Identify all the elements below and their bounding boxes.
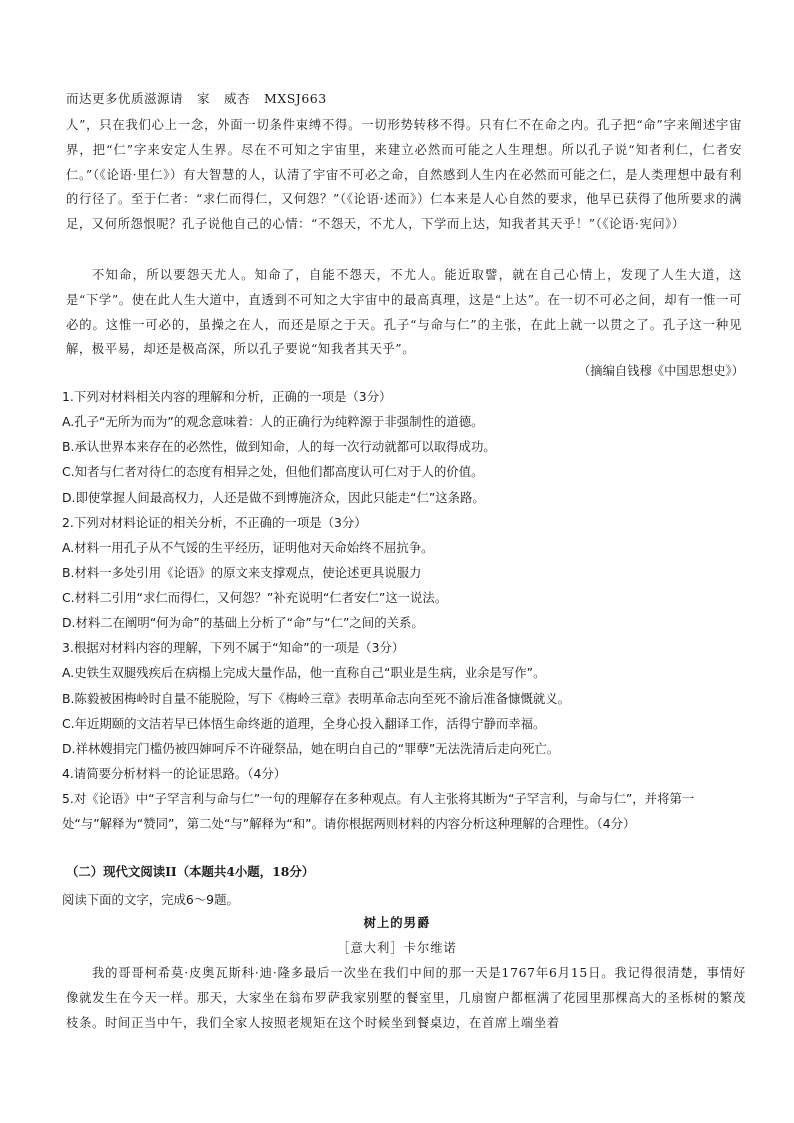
question-1: 1.下列对材料相关内容的理解和分析，正确的一项是（3分） [62,389,392,404]
reading-instruction: 阅读下面的文字，完成6～9题。 [62,892,239,907]
story-paragraph: 我的哥哥柯希莫·皮奥瓦斯科·迪·隆多最后一次坐在我们中间的那一天是1767年6月15日。我记得很清楚，事情好像就发生在今天一样。那天，大家坐在翁布罗萨我家别墅的餐室里，几扇窗户都框满了花园里那棵高大的圣栎树的繁茂枝条。时间正当中午，我们全家人按照老规矩在这个时候坐到餐桌边，在首席上端坐着 [66,966,746,1030]
question-2: 2.下列对材料论证的相关分析，不正确的一项是（3分） [62,515,367,530]
passage-source: （摘编自钱穆《中国思想史》） [577,364,744,378]
question-3: 3.根据对材料内容的理解，下列不属于“知命”的一项是（3分） [62,640,405,655]
passage-paragraph-2: 不知命，所以要怨天尤人。知命了，自能不怨天，不尤人。能近取譬，就在自己心情上，发现了人生大道，这是“下学”。使在此人生大道中，直透到不可知之大宇宙中的最高真理，这是“上达”。在一切不可必之间，却有一惟一可必的。这惟一可必的，虽操之在人，而还是原之于天。孔子“与命与仁”的主张，在此上就一以贯之了。孔子这一种见解，极平易，却还是极高深，所以孔子要说“知我者其天乎”。 [66,268,742,357]
story-title: 树上的男爵 [363,915,431,930]
q1-option-c: C.知者与仁者对待仁的态度有相异之处，但他们都高度认可仁对于人的价值。 [62,464,484,479]
q2-option-b: B.材料一多处引用《论语》的原文来支撑观点，使论述更具说服力 [62,565,422,580]
question-5: 5.对《论语》中“子罕言利与命与仁”一句的理解存在多种观点。有人主张将其断为“子罕言利，与命与仁”，并将第一处“与”解释为“赞同”，第二处“与”解释为“和”。请你根据两则材料的内容分析这种理解的合理性。（4分） [62,791,695,831]
q1-option-d: D.即使掌握人间最高权力，人还是做不到博施济众，因此只能走“仁”这条路。 [62,490,485,505]
q3-option-a: A.史铁生双腿残疾后在病榻上完成大量作品，他一直称自己“职业是生病，业余是写作”。 [62,665,546,680]
q3-option-d: D.祥林嫂捐完门槛仍被四婶呵斥不许碰祭品，她在明白自己的“罪孽”无法洗清后走向死亡。 [62,741,560,756]
header-text-1: 而达更多优质滋源请 [66,91,184,106]
q2-option-d: D.材料二在阐明“何为命”的基础上分析了“命”与“仁”之间的关系。 [62,615,424,630]
q1-option-b: B.承认世界本来存在的必然性，做到知命，人的每一次行动就都可以取得成功。 [62,439,496,454]
q1-option-a: A.孔子“无所为而为”的观念意味着：人的正确行为纯粹源于非强制性的道德。 [62,414,484,429]
question-4: 4.请简要分析材料一的论证思路。（4分） [62,766,287,781]
q3-option-c: C.年近期颐的文洁若早已体悟生命终逝的道理，全身心投入翻译工作，活得宁静而幸福。 [62,716,546,731]
passage-paragraph-1: 人”，只在我们心上一念，外面一切条件束缚不得。一切形势转移不得。只有仁不在命之内。孔子把“命”字来阐述宇宙界，把“仁”字来安定人生界。尽在不可知之宇宙里，来建立必然而可能之人生理想。所以孔子说“知者利仁，仁者安仁。”（《论语·里仁》）有大智慧的人，认清了宇宙不可必之命，自然感到人生内在必然而可能之仁，是人类理想中最有利的行径了。至于仁者：“求仁而得仁，又何怨？”（《论语·述而》）仁本来是人心自然的要求，他早已获得了他所要求的满足，又何所怨恨呢？孔子说他自己的心情：“不怨天，不尤人，下学而上达，知我者其天乎！”（《论语·宪问》） [66,118,742,232]
header-text-2: 家 [197,91,211,106]
q2-option-a: A.材料一用孔子从不气馁的生平经历，证明他对天命始终不屈抗争。 [62,540,434,555]
page-header [66,89,341,107]
q3-option-b: B.陈毅被困梅岭时自量不能脱险，写下《梅岭三章》表明革命志向至死不渝后准备慷慨就义。 [62,691,571,706]
header-text-4: MXSJ663 [264,91,327,106]
story-author: ［意大利］卡尔维诺 [337,941,457,955]
q2-option-c: C.材料二引用“求仁而得仁，又何怨？”补充说明“仁者安仁”这一说法。 [62,590,448,605]
section-title: （二）现代文阅读II（本题共4小题，18分） [66,864,315,879]
header-text-3: 威杏 [224,91,251,106]
